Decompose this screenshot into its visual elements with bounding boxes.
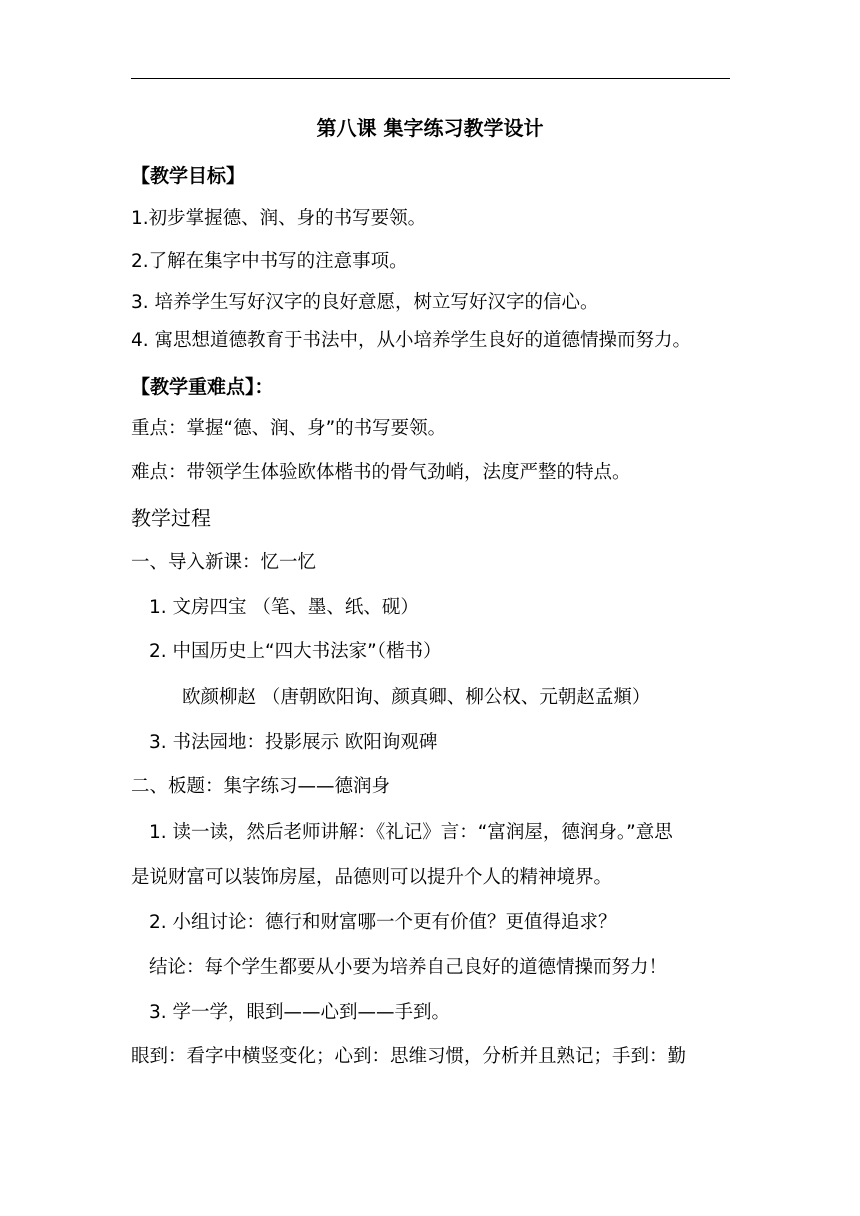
section-1-item-1: 1. 文房四宝 （笔、墨、纸、砚） [149,597,419,618]
section-2-item-2: 2. 小组讨论：德行和财富哪一个更有价值？更值得追求？ [149,912,617,933]
process-heading: 教学过程 [131,506,211,530]
header-rule [131,78,730,79]
section-2-conclusion: 结论：每个学生都要从小要为培养自己良好的道德情操而努力！ [149,957,668,978]
section-2-title: 二、板题：集字练习——德润身 [131,776,391,797]
difficulty-point: 难点：带领学生体验欧体楷书的骨气劲峭，法度严整的特点。 [131,462,631,483]
key-points-heading: 【教学重难点】： [131,376,274,398]
section-1-title: 一、导入新课：忆一忆 [131,552,317,573]
section-1-item-2: 2. 中国历史上“四大书法家”（楷书） [149,641,442,662]
section-2-item-1-line-2: 是说财富可以装饰房屋，品德则可以提升个人的精神境界。 [131,867,613,888]
focus-point: 重点：掌握“德、润、身”的书写要领。 [131,418,447,439]
goal-item-2: 2.了解在集字中书写的注意事项。 [131,251,408,272]
section-2-item-1-line-1: 1. 读一读，然后老师讲解：《礼记》言：“富润屋，德润身。”意思 [149,822,673,843]
section-1-item-2-detail: 欧颜柳赵 （唐朝欧阳询、颜真卿、柳公权、元朝赵孟頫） [182,687,651,708]
section-2-item-3: 3. 学一学，眼到——心到——手到。 [149,1002,451,1023]
goals-heading: 【教学目标】 [131,165,246,187]
goal-item-4: 4. 寓思想道德教育于书法中，从小培养学生良好的道德情操而努力。 [131,330,692,351]
goal-item-3: 3. 培养学生写好汉字的良好意愿，树立写好汉字的信心。 [131,292,599,313]
document-title: 第八课 集字练习教学设计 [316,116,544,140]
section-2-item-3-detail: 眼到：看字中横竖变化；心到：思维习惯，分析并且熟记；手到：勤 [131,1046,687,1067]
section-1-item-3: 3. 书法园地：投影展示 欧阳询观碑 [149,732,438,753]
goal-item-1: 1.初步掌握德、润、身的书写要领。 [131,208,427,229]
